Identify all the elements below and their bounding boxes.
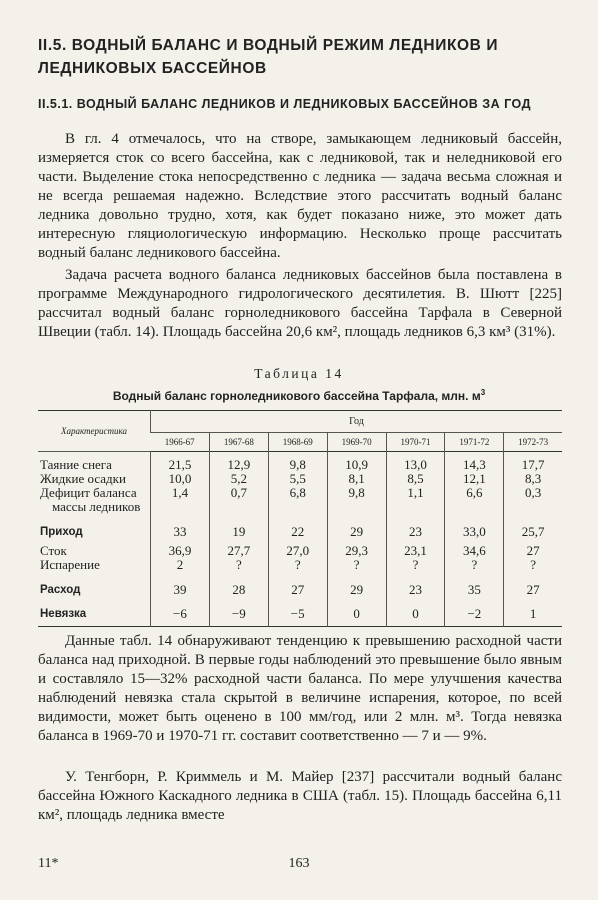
table-cell: 29 — [327, 578, 386, 602]
table-row — [38, 602, 562, 627]
table-cell: 10,0 — [151, 472, 210, 486]
signature-mark: 11* — [38, 856, 59, 871]
table-title — [0, 388, 598, 403]
table-number: Таблица 14 — [254, 366, 344, 381]
table-title-sup: 3 — [480, 388, 486, 397]
table-cell — [504, 500, 562, 514]
table-cell: 1,1 — [386, 486, 445, 500]
year-header: 1971-72 — [445, 433, 504, 452]
table-cell: 19 — [209, 520, 268, 544]
table-row — [38, 486, 562, 500]
table-cell: 27 — [268, 578, 327, 602]
table-cell: 1,4 — [151, 486, 210, 500]
table-cell — [445, 500, 504, 514]
table-cell: 36,9 — [151, 544, 210, 558]
table-row — [38, 558, 562, 572]
row-label: Сток — [40, 543, 67, 558]
row-label: Дефицит баланса — [40, 485, 137, 500]
table-cell: 27 — [504, 544, 562, 558]
section-title: II.5. ВОДНЫЙ БАЛАНС И ВОДНЫЙ РЕЖИМ ЛЕДНИКОВ И ЛЕДНИКОВЫХ БАССЕЙНОВ — [38, 37, 499, 77]
table-row — [38, 544, 562, 558]
table-cell: 27,0 — [268, 544, 327, 558]
subsection-title: II.5.1. ВОДНЫЙ БАЛАНС ЛЕДНИКОВ И ЛЕДНИКОВЫХ БАССЕЙНОВ ЗА ГОД — [38, 97, 532, 111]
table-cell: −6 — [151, 602, 210, 627]
table-cell: 5,2 — [209, 472, 268, 486]
table-row — [38, 520, 562, 544]
table-cell: 28 — [209, 578, 268, 602]
paragraph-4: У. Тенгборн, Р. Криммель и М. Майер [237] рассчитали водный баланс бассейна Южного Каскадного ледника в США (табл. 15). Площадь бассейна 6,11 км², площадь ледника вместе — [38, 769, 562, 823]
table-cell: −9 — [209, 602, 268, 627]
table-cell — [268, 500, 327, 514]
table-cell: 12,9 — [209, 458, 268, 472]
table-cell: 27,7 — [209, 544, 268, 558]
table-row — [38, 458, 562, 472]
row-label: Невязка — [40, 608, 87, 620]
table-cell: 23 — [386, 520, 445, 544]
table-cell: 8,1 — [327, 472, 386, 486]
table-cell: 13,0 — [386, 458, 445, 472]
table-cell: 9,8 — [327, 486, 386, 500]
table-cell: 33 — [151, 520, 210, 544]
table-cell: ? — [209, 558, 268, 572]
table-cell: 0 — [386, 602, 445, 627]
row-label: массы ледников — [52, 499, 141, 514]
table-cell: 29,3 — [327, 544, 386, 558]
table-cell: ? — [445, 558, 504, 572]
table-row — [38, 472, 562, 486]
table-cell: 34,6 — [445, 544, 504, 558]
year-header: 1966-67 — [164, 437, 195, 447]
year-header: 1972-73 — [504, 433, 562, 452]
row-label: Жидкие осадки — [40, 471, 126, 486]
row-label: Таяние снега — [40, 457, 112, 472]
table-cell: 0,7 — [209, 486, 268, 500]
table-cell: 12,1 — [445, 472, 504, 486]
table-cell: ? — [504, 558, 562, 572]
table-cell: ? — [268, 558, 327, 572]
paragraph-2: Задача расчета водного баланса ледниковых бассейнов была поставлена в программе Международного гидрологического десятилетия. В. Шютт [225] рассчитал водный баланс горноледникового бассейна Тарфала в Северной Швеции (табл. 14). Площадь бассейна 20,6 км², площадь ледников 6,3 км³ (31%). — [38, 267, 562, 340]
table-cell: −5 — [268, 602, 327, 627]
year-header: 1969-70 — [327, 433, 386, 452]
table-cell: 5,5 — [268, 472, 327, 486]
table-title-text: Водный баланс горноледникового бассейна Тарфала, млн. м — [112, 389, 481, 403]
table-cell — [151, 500, 210, 514]
table-cell: 9,8 — [268, 458, 327, 472]
table-cell: 39 — [151, 578, 210, 602]
year-header: 1970-71 — [386, 433, 445, 452]
table-cell: ? — [386, 558, 445, 572]
table-cell: 33,0 — [445, 520, 504, 544]
table-cell: 22 — [268, 520, 327, 544]
paragraph-1: В гл. 4 отмечалось, что на створе, замыкающем ледниковый бассейн, измеряется сток со всего бассейна, как с ледниковой, так и неледниковой его части. Выделение стока непосредственно с ледника — задача весьма сложная и не всегда решаемая надежно. Вследствие этого рассчитать водный баланс ледника довольно трудно, хотя, как будет показано ниже, это может дать интересную гляциологическую информацию. Несколько проще рассчитать водный баланс ледникового бассейна. — [38, 131, 562, 261]
table-cell: 23,1 — [386, 544, 445, 558]
row-label: Испарение — [40, 557, 100, 572]
table-row — [38, 578, 562, 602]
table-cell — [209, 500, 268, 514]
table-cell — [386, 500, 445, 514]
col-header-year-group: Год — [151, 411, 563, 433]
year-header: 1967-68 — [209, 433, 268, 452]
row-label: Расход — [40, 584, 81, 596]
table-cell: 25,7 — [504, 520, 562, 544]
table-cell: 27 — [504, 578, 562, 602]
table-cell: 8,3 — [504, 472, 562, 486]
table-cell: ? — [327, 558, 386, 572]
table-cell: 8,5 — [386, 472, 445, 486]
table-cell: 0,3 — [504, 486, 562, 500]
table-cell: 1 — [504, 602, 562, 627]
row-label: Приход — [40, 526, 83, 538]
page-number: 163 — [288, 856, 310, 871]
table-cell: 23 — [386, 578, 445, 602]
table-cell: 2 — [151, 558, 210, 572]
table-cell: 0 — [327, 602, 386, 627]
paragraph-3: Данные табл. 14 обнаруживают тенденцию к превышению расходной части баланса над приходной. В первые годы наблюдений это превышение было явным и составляло 15—32% расходной части баланса. По мере улучшения качества наблюдений невязка стала скрытой в величине испарения, которое, по всей видимости, может быть оценено в 100 мм/год, или 2 млн. м³. Тогда невязка баланса в 1969-70 и 1970-71 гг. составит соответственно — 7 и — 9%. — [38, 633, 562, 744]
table-row — [38, 500, 562, 514]
year-header: 1968-69 — [268, 433, 327, 452]
water-balance-table — [38, 410, 562, 627]
table-cell: 6,6 — [445, 486, 504, 500]
table-cell: 6,8 — [268, 486, 327, 500]
table-cell: 29 — [327, 520, 386, 544]
table-cell: 14,3 — [445, 458, 504, 472]
col-header-characteristic: Характеристика — [38, 411, 151, 452]
table-cell: −2 — [445, 602, 504, 627]
table-cell: 17,7 — [504, 458, 562, 472]
table-cell: 35 — [445, 578, 504, 602]
table-cell: 10,9 — [327, 458, 386, 472]
table-cell — [327, 500, 386, 514]
table-cell: 21,5 — [151, 458, 210, 472]
